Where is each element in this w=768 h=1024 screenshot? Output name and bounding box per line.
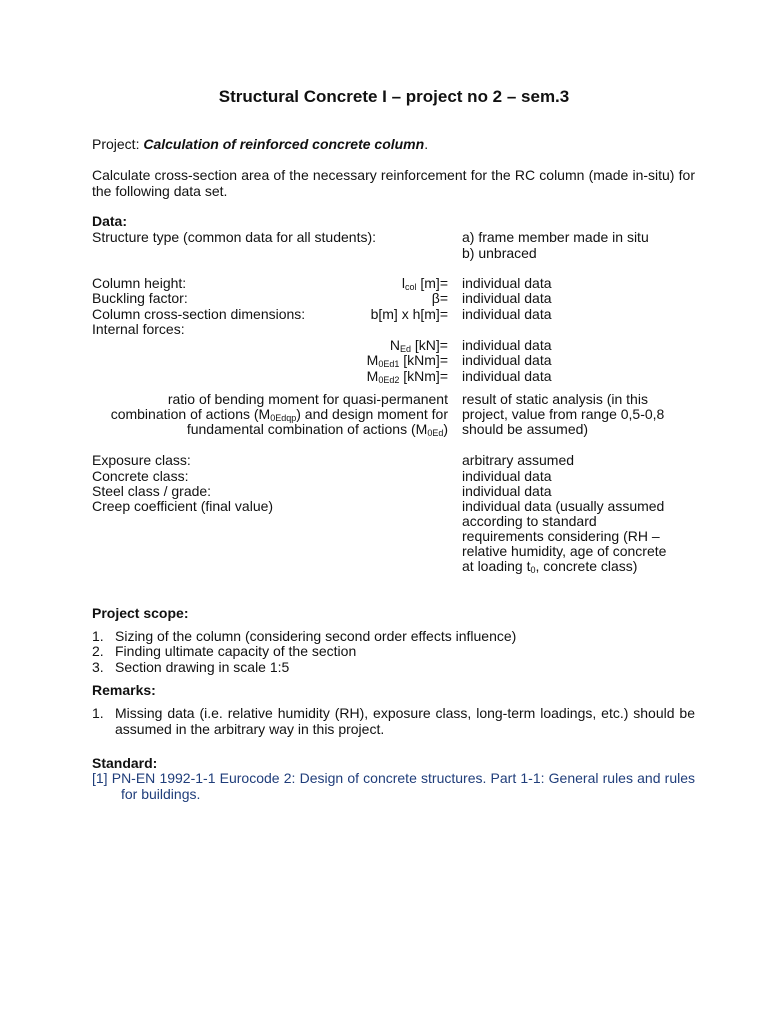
creep-value-line4: relative humidity, age of concrete [462,543,667,559]
steel-class-label: Steel class / grade: [92,483,212,499]
exposure-class-value: arbitrary assumed [462,452,575,468]
buckling-factor-label: Buckling factor: [92,290,188,306]
ned-symbol: $N_{Ed}$ [kN]= [389,337,448,354]
remark-text: Missing data (i.e. relative humidity (RH), exposure class, long-term loadings, etc.) should be assumed in the arbitrary way in this project. [115,705,695,737]
standard-reference: [1] PN-EN 1992-1-1 Eurocode 2: Design of concrete structures. Part 1-1: General rules and rules for buildings. [92,770,695,802]
ned-value: individual data [462,337,552,353]
buckling-factor-value: individual data [462,290,552,306]
ratio-label-line3: fundamental combination of actions $(M_{0Ed})$ [186,421,448,438]
m0ed1-symbol: $M_{0Ed1}$ [kNm]= [366,352,448,369]
list-item: 1. Sizing of the column (considering second order effects influence) [92,628,517,644]
project-name: Calculation of reinforced concrete column [143,136,425,152]
remark-number: 1. [92,705,104,721]
project-label: Project: [92,136,144,152]
steel-class-value: individual data [462,483,552,499]
internal-forces-label: Internal forces: [92,321,185,337]
column-height-symbol: $l_{col}$ [m]= [401,275,448,292]
dimensions-value: individual data [462,306,552,322]
structure-type-a: a) frame member made in situ [462,229,649,245]
column-height-value: individual data [462,275,552,291]
ratio-value-line1: result of static analysis (in this [462,391,648,407]
ratio-value-line2: project, value from range 0,5-0,8 [462,406,665,422]
creep-coefficient-label: Creep coefficient (final value) [92,498,274,514]
ratio-label-line2: combination of actions $(M_{0Edqp})$ and design moment for [110,406,448,423]
project-end: . [424,136,429,152]
creep-value-line1: individual data (usually assumed [462,498,665,514]
buckling-factor-symbol: β= [431,290,448,306]
m0ed2-symbol: $M_{0Ed2}$ [kNm]= [366,368,448,385]
creep-value-line5: at loading $t_0$, concrete class) [462,558,638,575]
ratio-value-line3: should be assumed) [462,421,589,437]
exposure-class-label: Exposure class: [92,452,191,468]
intro-paragraph: Calculate cross-section area of the necessary reinforcement for the RC column (made in-situ) for the following data set. [92,167,695,199]
column-height-label: Column height: [92,275,187,291]
dimensions-label: Column cross-section dimensions: [92,306,306,322]
concrete-class-label: Concrete class: [92,468,189,484]
data-heading: Data: [92,213,128,229]
ratio-label-line1: ratio of bending moment for quasi-permanent [167,391,448,407]
standard-heading: Standard: [92,755,158,771]
dimensions-symbol: b[m] x h[m]= [370,306,448,322]
project-line [92,137,428,153]
concrete-class-value: individual data [462,468,552,484]
list-item: 3. Section drawing in scale 1:5 [92,659,290,675]
creep-value-line3: requirements considering (RH – [462,528,660,544]
structure-type-b: b) unbraced [462,245,537,261]
structure-type-label: Structure type (common data for all students): [92,229,377,245]
creep-value-line2: according to standard [462,513,597,529]
m0ed1-value: individual data [462,352,552,368]
document-title: Structural Concrete I – project no 2 – sem.3 [218,87,570,106]
remarks-heading: Remarks: [92,682,156,698]
m0ed2-value: individual data [462,368,552,384]
list-item: 2. Finding ultimate capacity of the section [92,643,357,659]
project-scope-heading: Project scope: [92,605,189,621]
